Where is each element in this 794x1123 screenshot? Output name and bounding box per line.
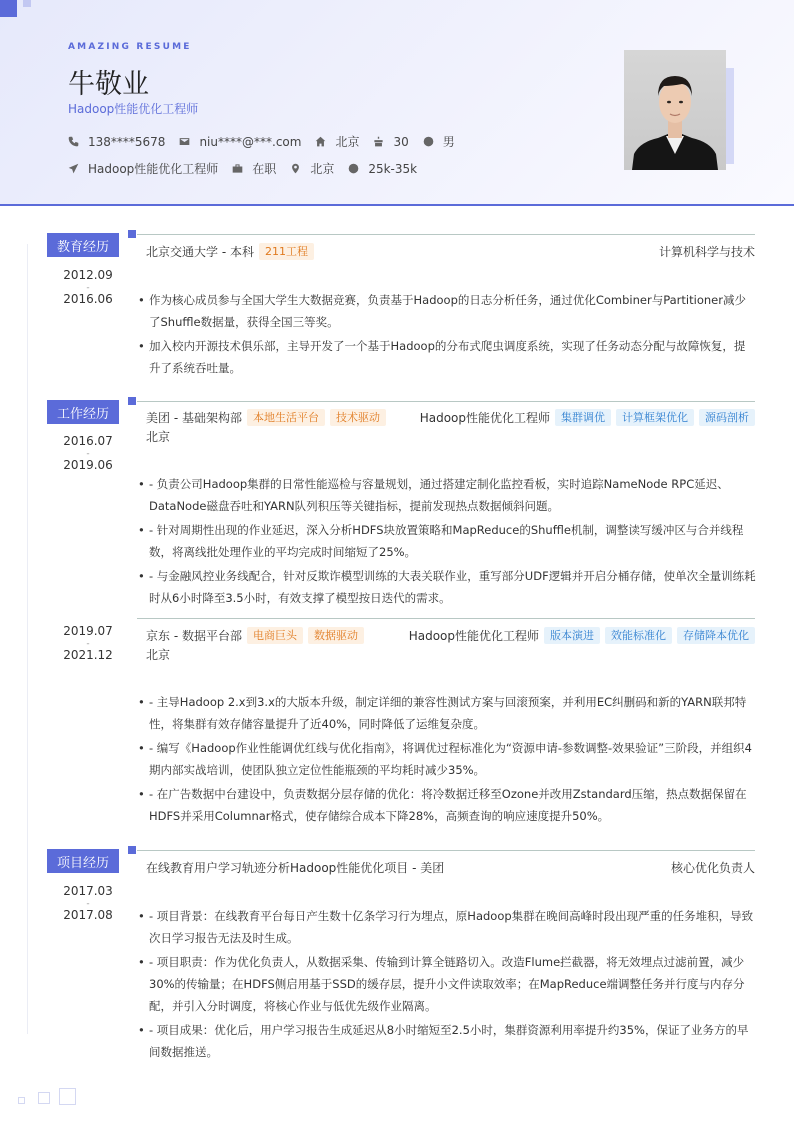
company-tag: 技术驱动: [330, 409, 386, 426]
mail-icon: [179, 136, 190, 147]
project-entry-header: [146, 859, 755, 876]
date-separator: -: [86, 283, 90, 293]
job-end-date: 2019.06: [63, 458, 113, 472]
intent-city-text: 北京: [310, 162, 335, 176]
list-item: • 加入校内开源技术俱乐部，主导开发了一个基于Hadoop的分布式爬虫调度系统，实现了任务动态分配与故障恢复，提升了系统吞吐量。: [138, 335, 756, 379]
decor-square: [59, 1088, 76, 1105]
phone-icon: [68, 136, 79, 147]
intent-city-info: [290, 160, 334, 177]
company-name: 京东 - 数据平台部: [146, 629, 242, 643]
edu-start-date: 2012.09: [63, 268, 113, 282]
job-city: 北京: [146, 430, 171, 444]
intent-title-info: [68, 160, 218, 177]
major: 计算机科学与技术: [658, 245, 755, 259]
job-end-date: 2021.12: [63, 648, 113, 662]
salary-text: 25k-35k: [368, 161, 418, 176]
list-item: • - 项目成果：优化后，用户学习报告生成延迟从8小时缩短至2.5小时，集群资源利用率提升约35%，保证了业务方的早间数据推送。: [138, 1019, 756, 1063]
cake-icon: [373, 136, 384, 147]
date-separator: -: [86, 449, 90, 459]
job-role: Hadoop性能优化工程师: [408, 629, 539, 643]
phone-text: 138****5678: [88, 134, 166, 149]
list-item: • - 主导Hadoop 2.x到3.x的大版本升级，制定详细的兼容性测试方案与回滚预案，并利用EC纠删码和新的YARN联邦特性，将集群有效存储容量提升了近40%，同时降低了运维复杂度。: [138, 691, 756, 735]
hometown-text: 北京: [335, 135, 360, 149]
list-item: • - 负责公司Hadoop集群的日常性能巡检与容量规划，通过搭建定制化监控看板，实时追踪NameNode RPC延迟、DataNode磁盘吞吐和YARN队列积压等关键指标，提前发现热点数据倾斜问题。: [138, 473, 756, 517]
job-start-date: 2019.07: [63, 624, 113, 638]
role-tag: 效能标准化: [605, 627, 672, 644]
section-rule: [137, 234, 755, 235]
education-bullets: [138, 289, 756, 381]
gender-icon: [423, 136, 434, 147]
job-start-date: 2016.07: [63, 434, 113, 448]
section-marker: [128, 397, 136, 405]
candidate-title: Hadoop性能优化工程师: [68, 102, 199, 116]
list-item: • - 在广告数据中台建设中，负责数据分层存储的优化：将冷数据迁移至Ozone并改用Zstandard压缩，热点数据保留在HDFS并采用Columnar格式，使存储综合成本下降28%，高频查询的响应速度提升50%。: [138, 783, 756, 827]
company-name: 美团 - 基础架构部: [146, 411, 242, 425]
age-info: [373, 135, 408, 149]
contact-row: [68, 133, 469, 150]
company-tag: 数据驱动: [308, 627, 364, 644]
company-tag: 电商巨头: [247, 627, 303, 644]
role-tag: 计算框架优化: [616, 409, 694, 426]
list-item: • - 与金融风控业务线配合，针对反欺诈模型训练的大表关联作业，重写部分UDF逻辑并开启分桶存储，使单次全量训练耗时从6小时降至3.5小时，有效支撑了模型按日迭代的需求。: [138, 565, 756, 609]
section-label-education: 教育经历: [47, 233, 119, 257]
decor-square-small: [23, 0, 31, 7]
email-text: niu****@***.com: [199, 134, 302, 149]
company-tag: 本地生活平台: [247, 409, 325, 426]
decor-square: [0, 0, 17, 17]
date-separator: -: [86, 899, 90, 909]
status-info: [232, 160, 276, 177]
project-end-date: 2017.08: [63, 908, 113, 922]
section-marker: [128, 230, 136, 238]
list-item: • - 编写《Hadoop作业性能调优红线与优化指南》，将调优过程标准化为“资源申请-参数调整-效果验证”三阶段，并组织4期内部实战培训，使团队独立定位性能瓶颈的平均耗时减少35%。: [138, 737, 756, 781]
salary-icon: [348, 163, 359, 174]
status-text: 在职: [252, 162, 277, 176]
project-start-date: 2017.03: [63, 884, 113, 898]
entry-divider: [137, 618, 755, 619]
list-item: • 作为核心成员参与全国大学生大数据竞赛，负责基于Hadoop的日志分析任务，通过优化Combiner与Partitioner减少了Shuffle数据量，获得全国三等奖。: [138, 289, 756, 333]
job-intent-row: [68, 160, 431, 177]
list-item: • - 项目职责：作为优化负责人，从数据采集、传输到计算全链路切入。改造Flume拦截器，将无效埋点过滤前置，减少30%的传输量；在HDFS侧启用基于SSD的缓存层，提升小文件读取效率；在MapReduce端调整任务并行度与内存分配，并引入分时调度，将核心作业与低优先级作业隔离。: [138, 951, 756, 1017]
salary-info: [348, 162, 417, 176]
section-label-work: 工作经历: [47, 400, 119, 424]
role-tag: 版本演进: [544, 627, 600, 644]
hometown-info: [315, 133, 359, 150]
role-tag: 源码剖析: [699, 409, 755, 426]
role-tag: 存储降本优化: [677, 627, 755, 644]
intent-title-text: Hadoop性能优化工程师: [88, 162, 219, 176]
timeline-guide: [27, 244, 28, 1034]
project-role: 核心优化负责人: [670, 861, 755, 875]
section-rule: [137, 401, 755, 402]
job-role: Hadoop性能优化工程师: [419, 411, 550, 425]
decor-square: [38, 1092, 50, 1104]
school-name: 北京交通大学 - 本科: [146, 245, 254, 259]
age-text: 30: [393, 134, 409, 149]
phone-info: [68, 135, 165, 149]
date-separator: -: [86, 639, 90, 649]
job-entry-header: [146, 627, 755, 644]
list-item: • - 项目背景：在线教育平台每日产生数十亿条学习行为埋点，原Hadoop集群在晚间高峰时段出现严重的任务堆积，导致次日学习报告无法及时生成。: [138, 905, 756, 949]
home-icon: [315, 136, 326, 147]
edu-end-date: 2016.06: [63, 292, 113, 306]
education-entry-header: [146, 243, 755, 260]
section-rule: [137, 850, 755, 851]
job-city: 北京: [146, 648, 171, 662]
job-bullets: [138, 473, 756, 611]
section-label-projects: 项目经历: [47, 849, 119, 873]
location-pin-icon: [290, 163, 301, 174]
email-info: [179, 135, 301, 149]
briefcase-icon: [232, 163, 243, 174]
project-name: 在线教育用户学习轨迹分析Hadoop性能优化项目 - 美团: [146, 861, 445, 875]
gender-text: 男: [442, 135, 455, 149]
project-bullets: [138, 905, 756, 1065]
candidate-name: 牛敬业: [68, 69, 149, 100]
send-icon: [68, 163, 79, 174]
job-bullets: [138, 691, 756, 829]
section-marker: [128, 846, 136, 854]
decor-square: [18, 1097, 25, 1104]
job-entry-header: [146, 409, 755, 426]
school-tag: 211工程: [259, 243, 314, 260]
tagline: AMAZING RESUME: [68, 42, 192, 52]
gender-info: [423, 133, 455, 150]
role-tag: 集群调优: [555, 409, 611, 426]
list-item: • - 针对周期性出现的作业延迟，深入分析HDFS块放置策略和MapReduce的Shuffle机制，调整读写缓冲区与合并线程数，将离线批处理作业的平均完成时间缩短了25%。: [138, 519, 756, 563]
profile-photo: [624, 50, 726, 170]
